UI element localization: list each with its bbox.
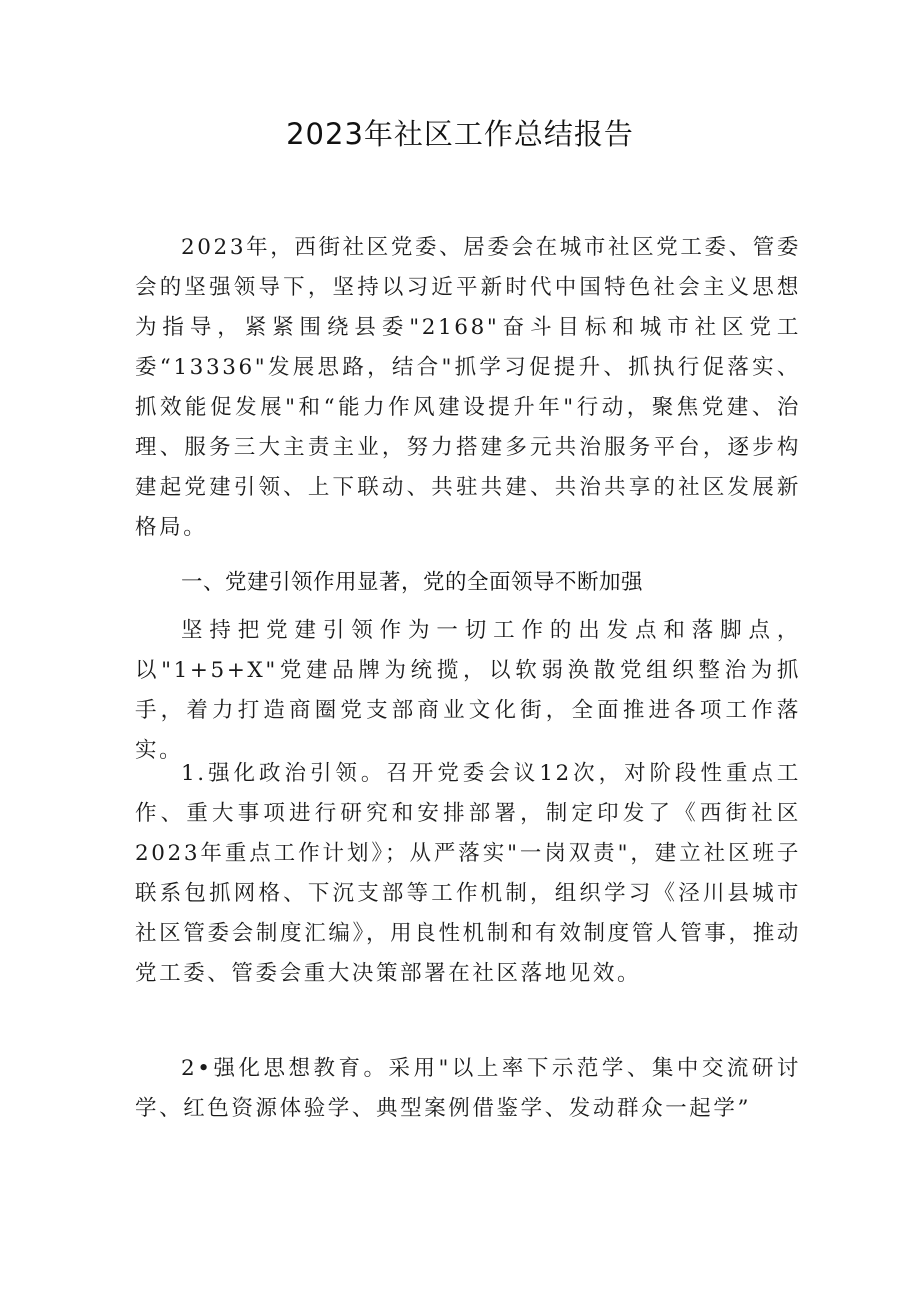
document-title: 2023年社区工作总结报告: [286, 117, 634, 151]
section-heading: 一、党建引领作用显著，党的全面领导不断加强: [181, 570, 644, 595]
political-guidance-paragraph: 1.强化政治引领。召开党委会议12次，对阶段性重点工作、重大事项进行研究和安排部署，制定印发了《西街社区2023年重点工作计划》；从严落实"一岗双责"，建立社区班子联系包抓网格、下沉支部等工作机制，组织学习《泾川县城市社区管委会制度汇编》，用良性机制和有效制度管人管事，推动党工委、管委会重大决策部署在社区落地见效。: [135, 761, 801, 986]
section-intro-paragraph: 坚持把党建引领作为一切工作的出发点和落脚点，以"1+5+X"党建品牌为统揽，以软弱涣散党组织整治为抓手，着力打造商圈党支部商业文化街，全面推进各项工作落实。: [135, 618, 801, 763]
ideological-education-paragraph: 2•强化思想教育。采用"以上率下示范学、集中交流研讨学、红色资源体验学、典型案例借鉴学、发动群众一起学”: [135, 1056, 801, 1121]
intro-paragraph: 2023年，西街社区党委、居委会在城市社区党工委、管委会的坚强领导下，坚持以习近平新时代中国特色社会主义思想为指导，紧紧围绕县委"2168"奋斗目标和城市社区党工委“13336"发展思路，结合"抓学习促提升、抓执行促落实、抓效能促发展"和“能力作风建设提升年"行动，聚焦党建、治理、服务三大主责主业，努力搭建多元共治服务平台，逐步构建起党建引领、上下联动、共驻共建、共治共享的社区发展新格局。: [135, 235, 801, 540]
